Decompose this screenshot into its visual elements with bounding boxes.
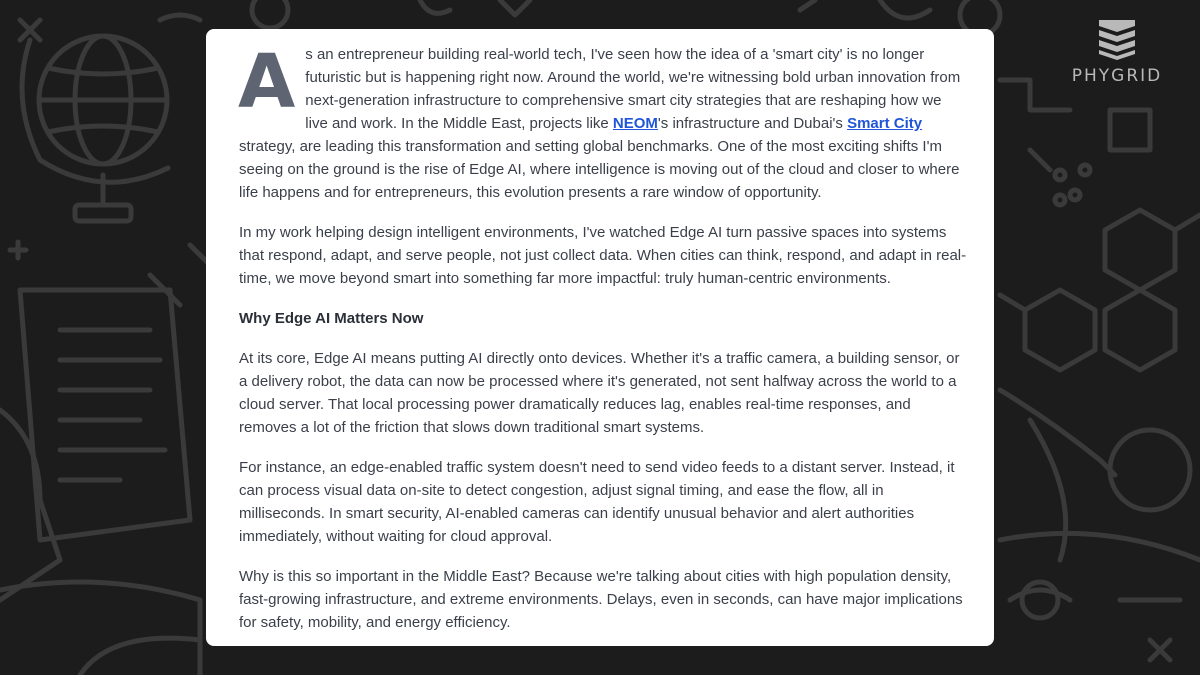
- intro-text-1: s an entrepreneur building real-world tech, I've seen how the idea of a 'smart city' is no longer futuristic but is happening right now. Around the world, we're witnessing bold urban innovation from next-generation infrastructure to comprehensive smart city strategies that are reshaping how we live and work. In the Middle East, projects like: [305, 46, 961, 132]
- intro-paragraph: [238, 39, 968, 204]
- paragraph-middle-east: Why is this so important in the Middle East? Because we're talking about cities with high population density, fast-growing infrastructure, and extreme environments. Delays, even in seconds, can have major implications for safety, mobility, and energy efficiency.: [239, 568, 963, 631]
- phygrid-logo: [1062, 18, 1172, 86]
- layers-logo-icon: [1097, 18, 1137, 62]
- paragraph-edge-ai-design: In my work helping design intelligent environments, I've watched Edge AI turn passive spaces into systems that respond, adapt, and serve people, not just collect data. When cities can think, respond, and adapt in real-time, we move beyond smart into something far more impactful: truly human-centric environments.: [239, 224, 967, 287]
- article-card: [206, 29, 994, 646]
- paragraph-edge-ai-core: At its core, Edge AI means putting AI directly onto devices. Whether it's a traffic camera, a building sensor, or a delivery robot, the data can now be processed where it's generated, not sent halfway across the world to a cloud server. That local processing power dramatically reduces lag, enables real-time responses, and removes a lot of the friction that slows down traditional smart systems.: [239, 350, 960, 436]
- brand-name: PHYGRID: [1071, 66, 1163, 86]
- intro-text-2: 's infrastructure and Dubai's: [657, 115, 848, 132]
- paragraph-traffic-example: For instance, an edge-enabled traffic system doesn't need to send video feeds to a distant server. Instead, it can process visual data on-site to detect congestion, adjust signal timing, and ease the flow, all in milliseconds. In smart security, AI-enabled cameras can identify unusual behavior and alert authorities immediately, without waiting for cloud approval.: [239, 459, 955, 545]
- intro-text-3: strategy, are leading this transformation and setting global benchmarks. One of the most exciting shifts I'm seeing on the ground is the rise of Edge AI, where intelligence is moving out of the cloud and closer to where life happens and for entrepreneurs, this evolution presents a rare window of opportunity.: [239, 138, 960, 201]
- notebook-doodle: [0, 290, 200, 675]
- molecule-doodle: [1000, 165, 1200, 370]
- drop-cap: A: [238, 39, 296, 125]
- globe-icon: [22, 36, 168, 221]
- neom-link[interactable]: NEOM: [612, 115, 658, 132]
- smart-city-link[interactable]: Smart City: [847, 115, 923, 132]
- section-heading: Why Edge AI Matters Now: [239, 310, 424, 327]
